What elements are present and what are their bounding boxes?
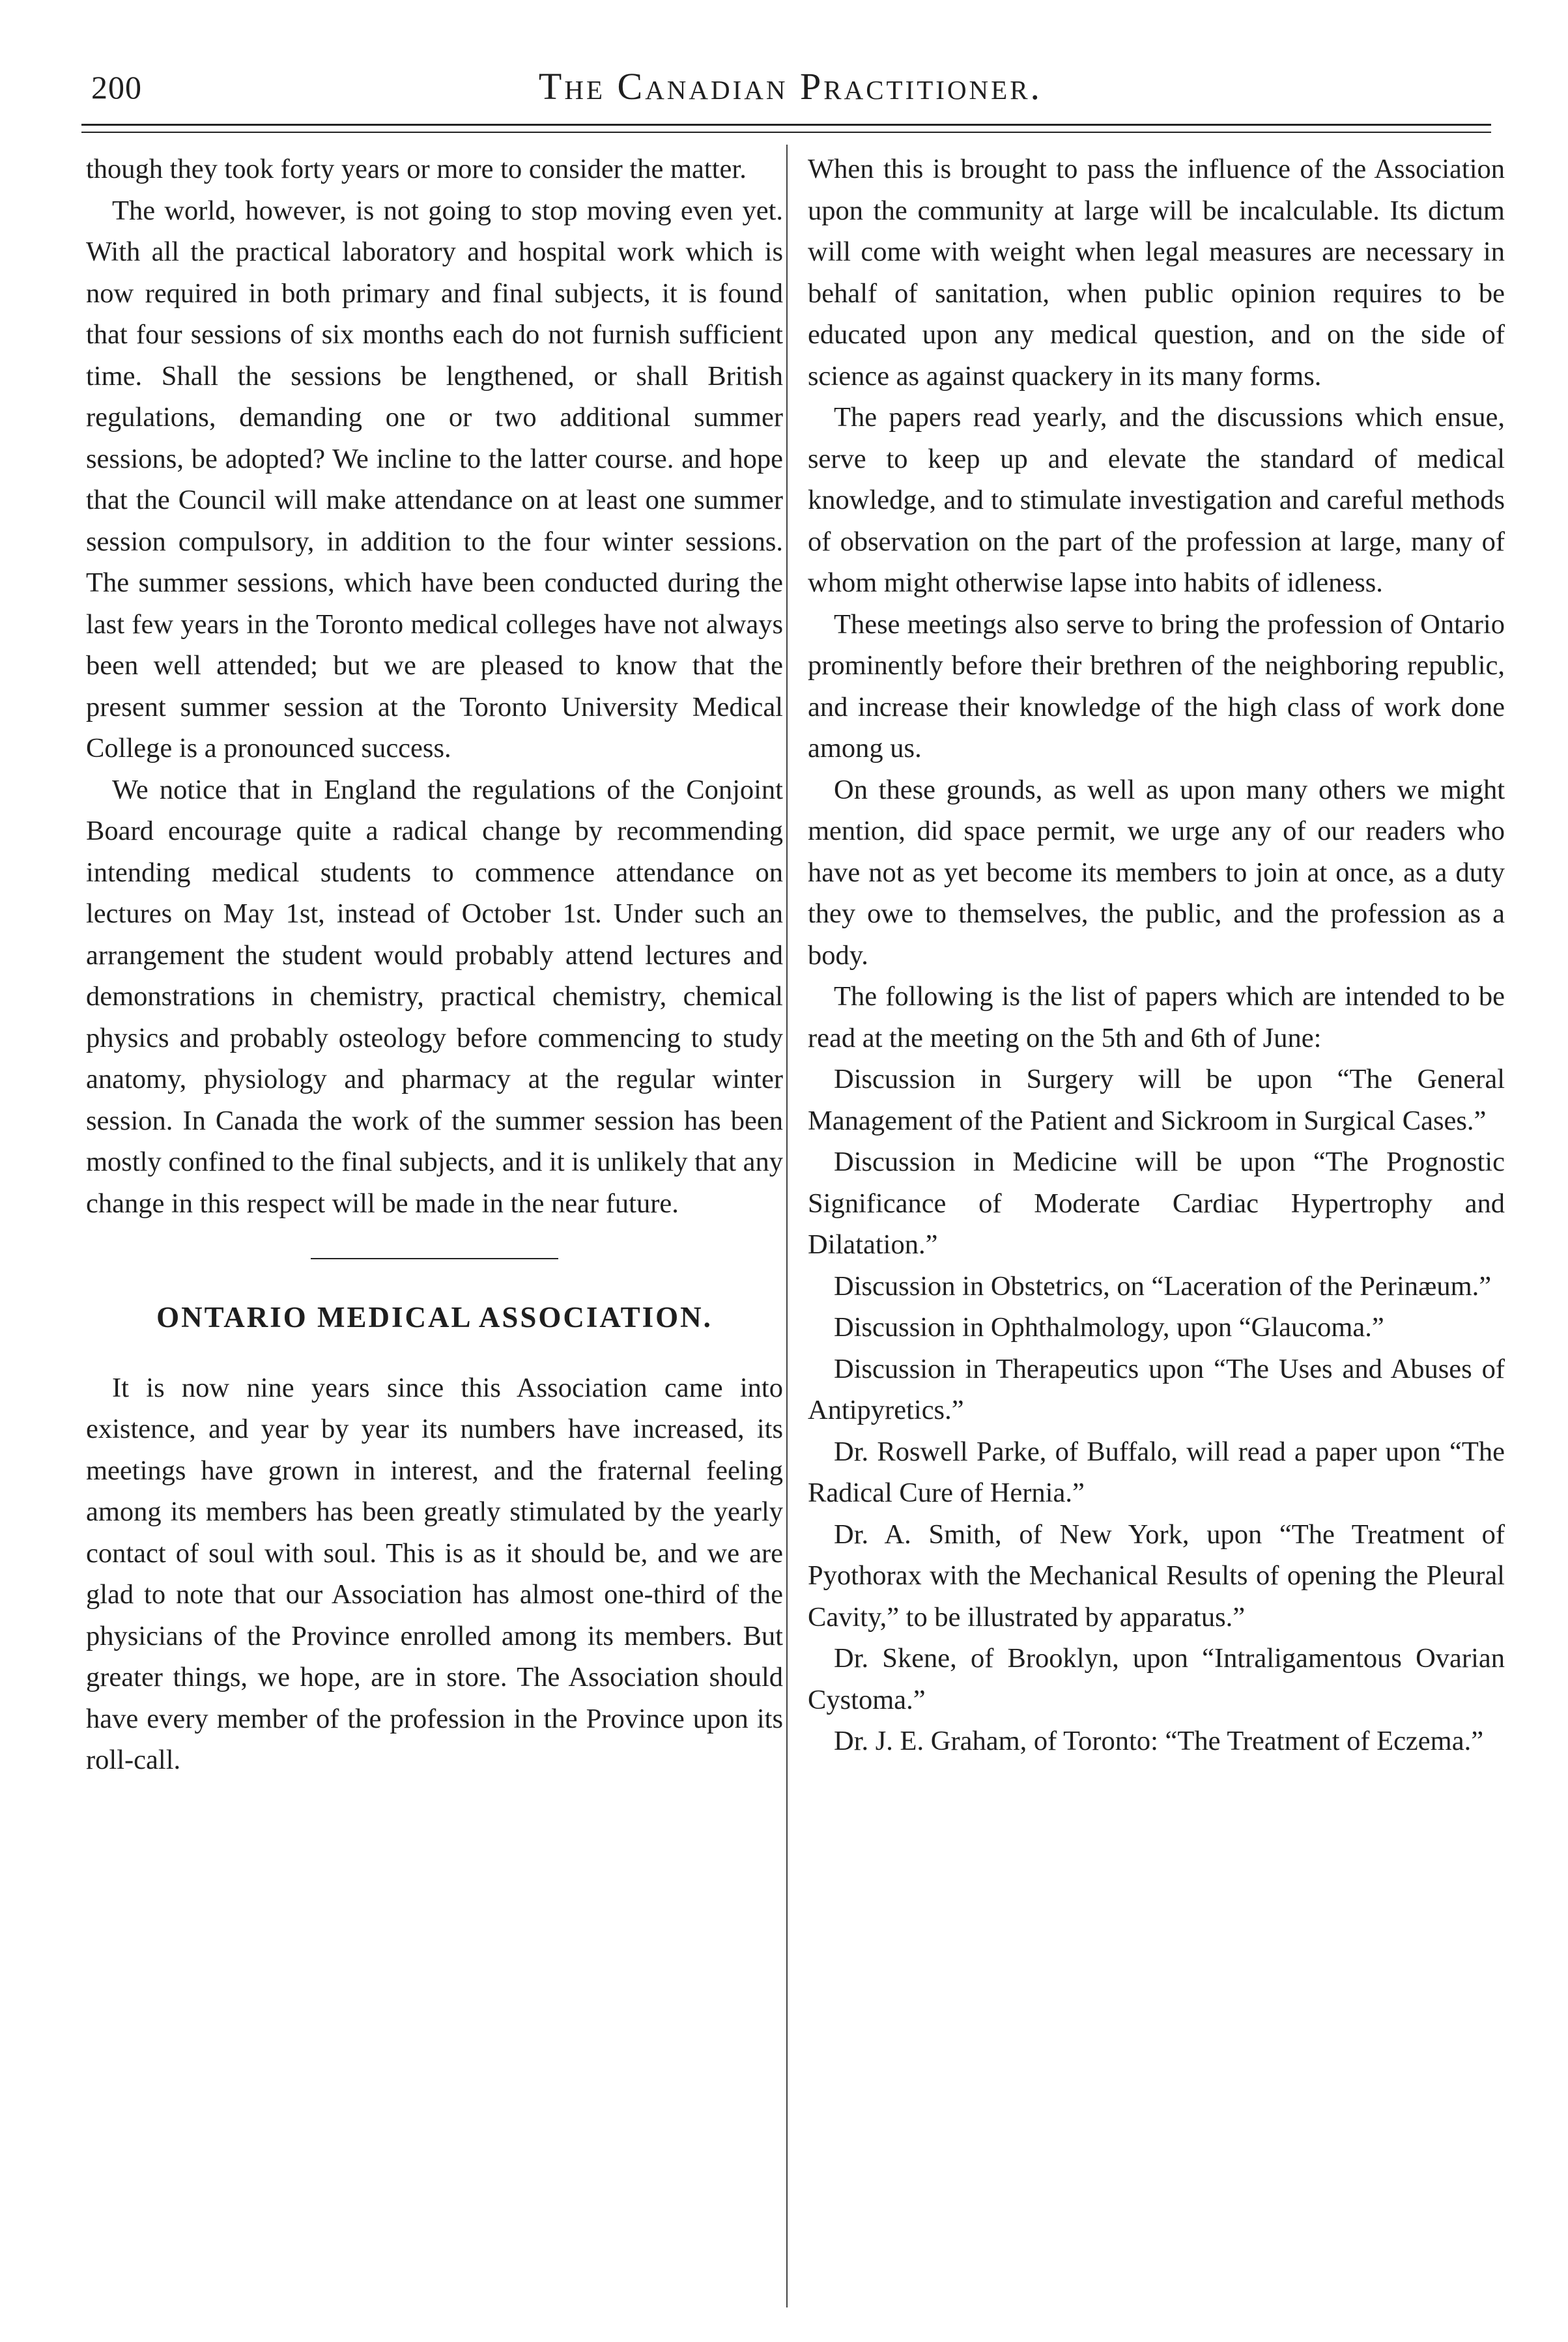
- header-double-rule: [81, 124, 1491, 133]
- paper-list-item: Discussion in Therapeutics upon “The Uses and Abuses of Antipyretics.”: [808, 1353, 1505, 1425]
- paragraph: The world, however, is not going to stop moving even yet. With all the practical laboratory and hospital work which is now required in both primary and final subjects, it is found that four sessions of six months each do not furnish sufficient time. Shall the sessions be lengthened, or shall British regulations, demanding one or two additional summer sessions, be adopted? We incline to the latter course. and hope that the Council will make attendance on at least one summer session compulsory, in addition to the four winter sessions. The summer sessions, which have been conducted during the last few years in the Toronto medical colleges have not always been well attended; but we are pleased to know that the present summer session at the Toronto University Medical College is a pronounced success.: [86, 195, 783, 764]
- section-heading: ONTARIO MEDICAL ASSOCIATION.: [156, 1301, 713, 1334]
- page-number: 200: [91, 69, 142, 106]
- paper-list-item: Dr. Roswell Parke, of Buffalo, will read a paper upon “The Radical Cure of Hernia.”: [808, 1436, 1505, 1508]
- paragraph: When this is brought to pass the influence of the Association upon the community at large will be incalculable. Its dictum will come with weight when legal measures are necessary in behalf of sanitation, when public opinion requires to be educated upon any medical question, and on the side of science as against quackery in its many forms.: [808, 154, 1505, 392]
- paper-list-item: Dr. Skene, of Brooklyn, upon “Intraligamentous Ovarian Cystoma.”: [808, 1643, 1505, 1715]
- paper-list-item: Discussion in Surgery will be upon “The General Management of the Patient and Sickroom in Surgical Cases.”: [808, 1064, 1505, 1136]
- paragraph: The following is the list of papers which are intended to be read at the meeting on the 5th and 6th of June:: [808, 981, 1505, 1053]
- left-column: [86, 149, 783, 1781]
- paragraph: It is now nine years since this Association came into existence, and year by year its numbers have increased, its meetings have grown in interest, and the fraternal feeling among its members has been greatly stimulated by the yearly contact of soul with soul. This is as it should be, and we are glad to note that our Association has almost one-third of the physicians of the Province enrolled among its members. But greater things, we hope, are in store. The Association should have every member of the profession in the Province upon its roll-call.: [86, 1372, 783, 1775]
- paragraph: On these grounds, as well as upon many others we might mention, did space permit, we urge any of our readers who have not as yet become its members to join at once, as a duty they owe to themselves, the public, and the profession as a body.: [808, 774, 1505, 971]
- paragraph: We notice that in England the regulations of the Conjoint Board encourage quite a radical change by recommending intending medical students to commence attendance on lectures on May 1st, instead of October 1st. Under such an arrangement the student would probably attend lectures and demonstrations in chemistry, practical chemistry, chemical physics and probably osteology before commencing to study anatomy, physiology and pharmacy at the regular winter session. In Canada the work of the summer session has been mostly confined to the final subjects, and it is unlikely that any change in this respect will be made in the near future.: [86, 774, 783, 1219]
- paragraph: though they took forty years or more to consider the matter.: [86, 154, 747, 184]
- paper-list-item: Discussion in Medicine will be upon “The Prognostic Significance of Moderate Cardiac Hypertrophy and Dilatation.”: [808, 1147, 1505, 1260]
- paper-list-item: Dr. J. E. Graham, of Toronto: “The Treatment of Eczema.”: [834, 1726, 1484, 1756]
- running-head: [78, 62, 1503, 114]
- section-divider-rule: [311, 1258, 558, 1259]
- right-column: [808, 149, 1505, 1762]
- paper-list-item: Dr. A. Smith, of New York, upon “The Treatment of Pyothorax with the Mechanical Results of opening the Pleural Cavity,” to be illustrated by apparatus.”: [808, 1519, 1505, 1633]
- paragraph: The papers read yearly, and the discussions which ensue, serve to keep up and elevate the standard of medical knowledge, and to stimulate investigation and careful methods of observation on the part of the profession at large, many of whom might otherwise lapse into habits of idleness.: [808, 402, 1505, 598]
- paper-list-item: Discussion in Obstetrics, on “Laceration of the Perinæum.”: [834, 1270, 1492, 1302]
- column-divider: [786, 145, 788, 2307]
- journal-title: The Canadian Practitioner.: [538, 65, 1043, 107]
- paper-list-item: Discussion in Ophthalmology, upon “Glaucoma.”: [834, 1312, 1384, 1343]
- paragraph: These meetings also serve to bring the profession of Ontario prominently before their brethren of the neighboring republic, and increase their knowledge of the high class of work done among us.: [808, 608, 1505, 764]
